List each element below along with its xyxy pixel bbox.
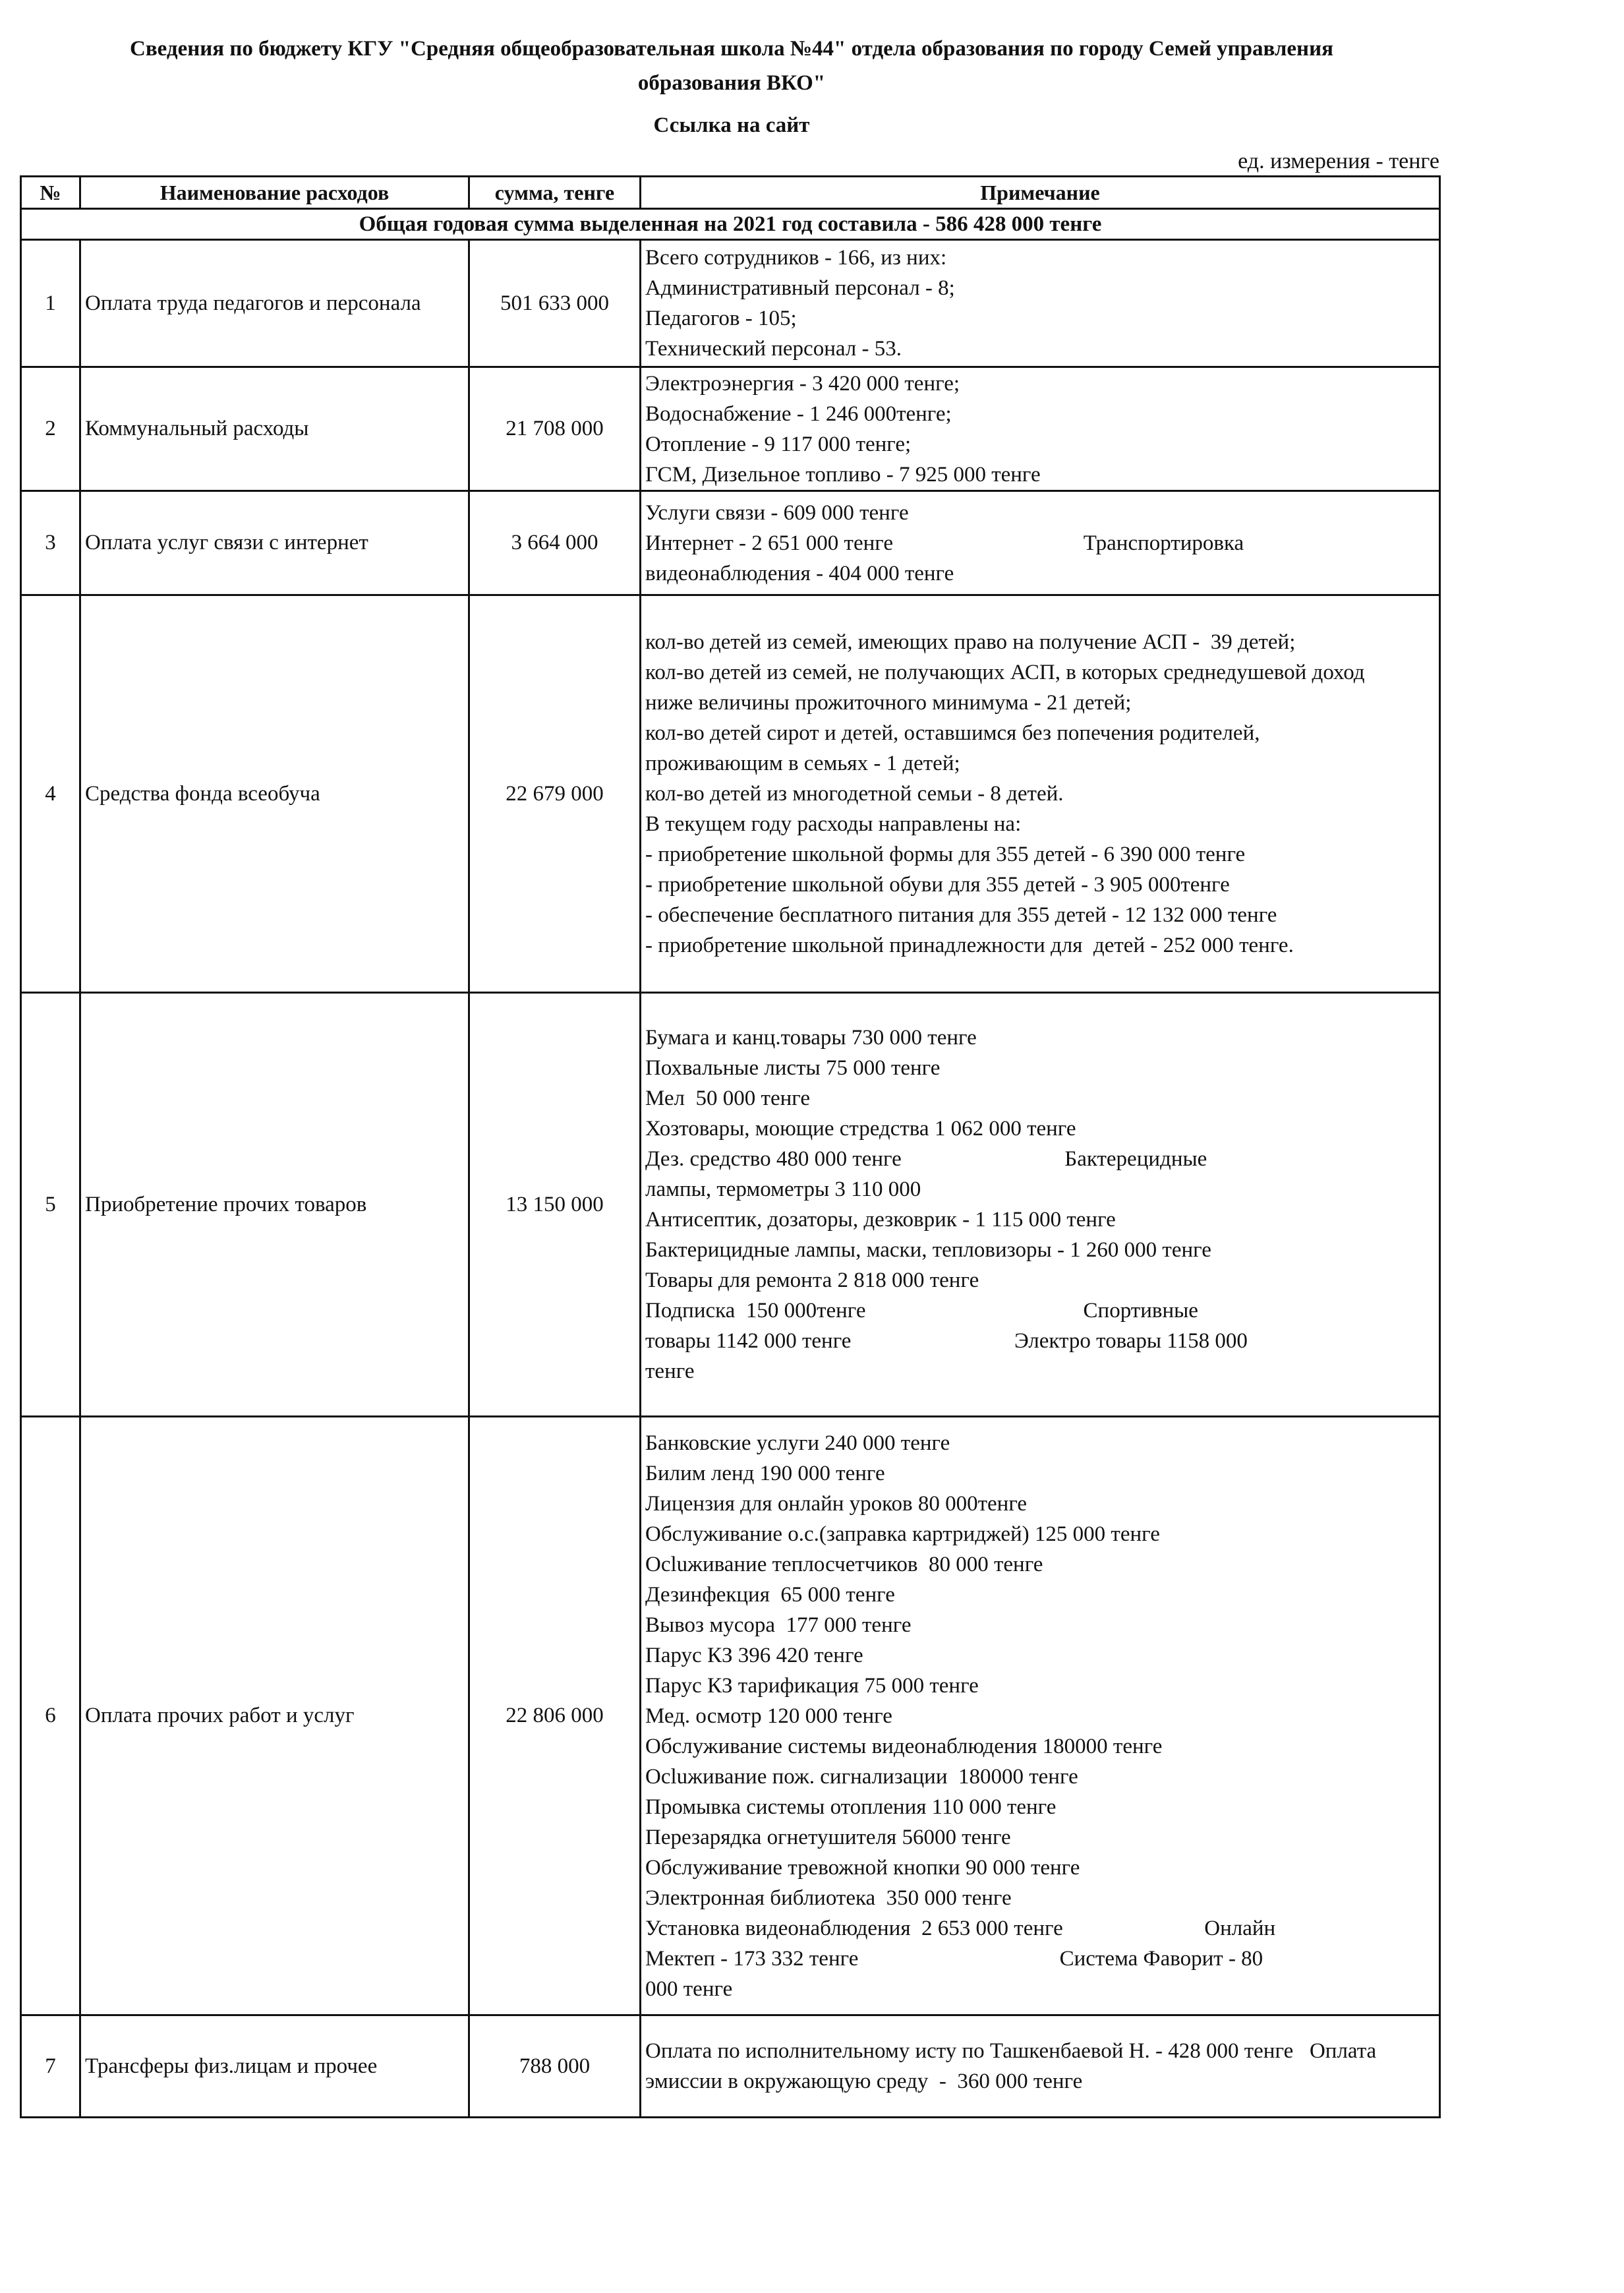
expense-sum: 22 806 000 bbox=[469, 1417, 641, 2015]
note-line: Мед. осмотр 120 000 тенге bbox=[645, 1704, 892, 1728]
row-number: 5 bbox=[21, 993, 80, 1417]
expense-name: Оплата услуг связи с интернет bbox=[80, 491, 469, 595]
note-line: Хозтовары, моющие стредства 1 062 000 тенге bbox=[645, 1117, 1076, 1141]
expense-note bbox=[641, 993, 1440, 1417]
table-header-row bbox=[21, 177, 1440, 209]
note-line: Подписка 150 000тенге Спортивные bbox=[645, 1299, 1198, 1323]
note-line: Мектеп - 173 332 тенге Система Фаворит - 80 bbox=[645, 1946, 1263, 1971]
expense-note bbox=[641, 2015, 1440, 2118]
note-line: Билим ленд 190 000 тенге bbox=[645, 1461, 885, 1485]
note-line: Электронная библиотека 350 000 тенге bbox=[645, 1886, 1012, 1910]
note-line: Промывка системы отопления 110 000 тенге bbox=[645, 1795, 1057, 1819]
note-line: лампы, термометры 3 110 000 bbox=[645, 1177, 921, 1201]
table-row bbox=[21, 595, 1440, 993]
note-line: Водоснабжение - 1 246 000тенге; bbox=[645, 402, 952, 426]
row-number: 2 bbox=[21, 367, 80, 491]
title-line-1: Сведения по бюджету КГУ "Средняя общеобразовательная школа №44" отдела образования по городу Семей управления bbox=[130, 37, 1333, 61]
row-number: 6 bbox=[21, 1417, 80, 2015]
table-row bbox=[21, 1417, 1440, 2015]
note-line: проживающим в семьях - 1 детей; bbox=[645, 752, 960, 775]
note-line: Установка видеонаблюдения 2 653 000 тенге Онлайн bbox=[645, 1916, 1276, 1940]
row-number: 4 bbox=[21, 595, 80, 993]
note-line: Мел 50 000 тенге bbox=[645, 1087, 810, 1110]
table-row bbox=[21, 240, 1440, 367]
note-line: 000 тенге bbox=[645, 1977, 733, 2001]
total-row bbox=[21, 209, 1440, 240]
note-line: - приобретение школьной обуви для 355 детей - 3 905 000тенге bbox=[645, 873, 1230, 897]
row-number: 1 bbox=[21, 240, 80, 367]
note-line: Осluживание теплосчетчиков 80 000 тенге bbox=[645, 1552, 1043, 1576]
note-line: кол-во детей из семей, не получающих АСП, в которых среднедушевой доход bbox=[645, 661, 1365, 684]
note-line: Бактерицидные лампы, маски, тепловизоры - 1 260 000 тенге bbox=[645, 1238, 1211, 1262]
expense-note bbox=[641, 595, 1440, 993]
note-line: Осluживание пож. сигнализации 180000 тенге bbox=[645, 1764, 1078, 1789]
note-line: кол-во детей из семей, имеющих право на получение АСП - 39 детей; bbox=[645, 630, 1296, 654]
note-line: Товары для ремонта 2 818 000 тенге bbox=[645, 1268, 979, 1292]
row-number: 7 bbox=[21, 2015, 80, 2118]
note-line: кол-во детей сирот и детей, оставшимся без попечения родителей, bbox=[645, 721, 1260, 745]
note-line: Всего сотрудников - 166, из них: bbox=[645, 246, 947, 270]
note-line: - обеспечение бесплатного питания для 355 детей - 12 132 000 тенге bbox=[645, 903, 1277, 927]
note-line: Педагогов - 105; bbox=[645, 307, 797, 330]
note-line: Антисептик, дозаторы, дезковрик - 1 115 000 тенге bbox=[645, 1208, 1116, 1232]
note-line: Интернет - 2 651 000 тенге Транспортировка bbox=[645, 531, 1244, 555]
col-header-note: Примечание bbox=[641, 177, 1440, 209]
expense-note bbox=[641, 240, 1440, 367]
note-line: Электроэнергия - 3 420 000 тенге; bbox=[645, 371, 960, 396]
note-line: Парус КЗ 396 420 тенге bbox=[645, 1643, 863, 1667]
row-number: 3 bbox=[21, 491, 80, 595]
note-line: ниже величины прожиточного минимума - 21 детей; bbox=[645, 691, 1132, 715]
expense-sum: 21 708 000 bbox=[469, 367, 641, 491]
expense-name: Оплата труда педагогов и персонала bbox=[80, 240, 469, 367]
note-line: Похвальные листы 75 000 тенге bbox=[645, 1056, 941, 1080]
note-line: Оплата по исполнительному исту по Ташкенбаевой Н. - 428 000 тенге Оплата bbox=[645, 2039, 1377, 2063]
col-header-num: № bbox=[21, 177, 80, 209]
unit-label: ед. измерения - тенге bbox=[1238, 149, 1439, 173]
note-line: Лицензия для онлайн уроков 80 000тенге bbox=[645, 1491, 1028, 1516]
title-line-2: образования ВКО" bbox=[637, 71, 826, 95]
note-line: Дез. средство 480 000 тенге Бактерецидные bbox=[645, 1147, 1207, 1171]
col-header-name: Наименование расходов bbox=[80, 177, 469, 209]
note-line: Отопление - 9 117 000 тенге; bbox=[645, 432, 912, 456]
expense-name: Средства фонда всеобуча bbox=[80, 595, 469, 993]
table-row bbox=[21, 2015, 1440, 2118]
note-line: видеонаблюдения - 404 000 тенге bbox=[645, 561, 954, 585]
note-line: Административный персонал - 8; bbox=[645, 276, 955, 300]
expense-name: Трансферы физ.лицам и прочее bbox=[80, 2015, 469, 2118]
note-line: Дезинфекция 65 000 тенге bbox=[645, 1582, 895, 1607]
note-line: Перезарядка огнетушителя 56000 тенге bbox=[645, 1825, 1011, 1849]
note-line: ГСМ, Дизельное топливо - 7 925 000 тенге bbox=[645, 462, 1041, 487]
note-line: Обслуживание системы видеонаблюдения 180000 тенге bbox=[645, 1734, 1163, 1758]
note-line: эмиссии в окружающую среду - 360 000 тенге bbox=[645, 2070, 1083, 2093]
expense-sum: 22 679 000 bbox=[469, 595, 641, 993]
note-line: Обслуживание о.с.(заправка картриджей) 125 000 тенге bbox=[645, 1522, 1160, 1546]
expense-name: Оплата прочих работ и услуг bbox=[80, 1417, 469, 2015]
note-line: Вывоз мусора 177 000 тенге bbox=[645, 1613, 912, 1637]
document-title bbox=[40, 32, 1424, 100]
expense-note bbox=[641, 367, 1440, 491]
note-line: Бумага и канц.товары 730 000 тенге bbox=[645, 1026, 977, 1050]
expense-sum: 3 664 000 bbox=[469, 491, 641, 595]
note-line: - приобретение школьной формы для 355 детей - 6 390 000 тенге bbox=[645, 843, 1246, 866]
site-link[interactable]: Ссылка на сайт bbox=[653, 113, 810, 137]
expense-note bbox=[641, 491, 1440, 595]
note-line: кол-во детей из многодетной семьи - 8 детей. bbox=[645, 782, 1064, 806]
table-row bbox=[21, 491, 1440, 595]
expense-sum: 788 000 bbox=[469, 2015, 641, 2118]
note-line: тенге bbox=[645, 1359, 695, 1383]
note-line: товары 1142 000 тенге Электро товары 1158 000 bbox=[645, 1329, 1248, 1353]
note-line: Услуги связи - 609 000 тенге bbox=[645, 500, 909, 525]
note-line: Технический персонал - 53. bbox=[645, 337, 902, 361]
note-line: В текущем году расходы направлены на: bbox=[645, 812, 1022, 836]
expense-note bbox=[641, 1417, 1440, 2015]
note-line: Парус КЗ тарификация 75 000 тенге bbox=[645, 1673, 979, 1698]
budget-table bbox=[20, 175, 1441, 2118]
expense-sum: 13 150 000 bbox=[469, 993, 641, 1417]
expense-name: Приобретение прочих товаров bbox=[80, 993, 469, 1417]
total-cell: Общая годовая сумма выделенная на 2021 год составила - 586 428 000 тенге bbox=[21, 209, 1440, 240]
expense-name: Коммунальный расходы bbox=[80, 367, 469, 491]
expense-sum: 501 633 000 bbox=[469, 240, 641, 367]
table-row bbox=[21, 993, 1440, 1417]
note-line: - приобретение школьной принадлежности для детей - 252 000 тенге. bbox=[645, 934, 1294, 957]
table-row bbox=[21, 367, 1440, 491]
note-line: Обслуживание тревожной кнопки 90 000 тенге bbox=[645, 1855, 1080, 1880]
note-line: Банковские услуги 240 000 тенге bbox=[645, 1431, 950, 1455]
col-header-sum: сумма, тенге bbox=[469, 177, 641, 209]
